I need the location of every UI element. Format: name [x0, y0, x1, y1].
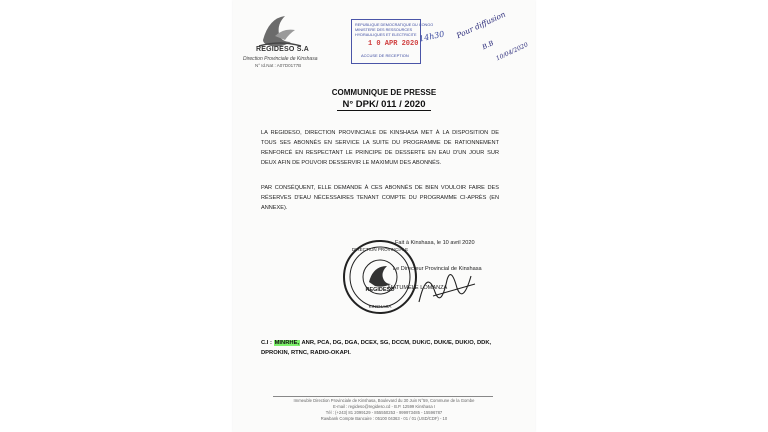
document-page — [233, 0, 535, 432]
org-id: N° Id.Nat : A07D0177B — [255, 63, 302, 68]
copies-label: C.I : — [261, 340, 272, 346]
copies-highlighted: MINRHE, — [274, 340, 300, 346]
number-underline — [337, 110, 431, 111]
place-date: Fait à Kinshasa, le 10 avril 2020 — [395, 240, 475, 246]
copies-rest: ANR, PCA, DG, DGA, DCEX, SG, DCCM, DUK/C, DUK/E, DUK/O, DDK, DPROKIN, RTNC, RADIO-OKAPI. — [261, 340, 492, 356]
official-seal-icon — [341, 238, 419, 316]
footer-line-2: E-mail : regideso@regideso.cd - B.P. 12599 Kinshasa I — [333, 404, 435, 409]
handwritten-note-1: Pour diffusion — [455, 9, 507, 41]
stamp-line-1: REPUBLIQUE DEMOCRATIQUE DU CONGO — [355, 23, 434, 27]
seal-center-text: REGIDESO — [365, 287, 395, 293]
stamp-line-3: HYDRAULIQUES ET ELECTRICITE — [355, 33, 417, 37]
org-name: REGIDESO S.A — [256, 46, 309, 53]
document-title: COMMUNIQUE DE PRESSE — [331, 88, 437, 97]
stamp-initials: 14h30 — [418, 29, 446, 44]
copies-list — [261, 338, 516, 358]
footer-line-3: Tél : (+243) 81 2099129 - 855550253 - 999973485 - 15596787 — [325, 410, 443, 415]
paragraph-1: LA REGIDESO, DIRECTION PROVINCIALE DE KINSHASA MET À LA DISPOSITION DE TOUS SES ABONNÉS EN SERVICE LA SUITE DU PROGRAMME DE RATIONNEMENT RENFORCÉ EN RESPECTANT LE PRINCIPE DE DESSERTE EN EAU D'UN JOUR SUR DEUX AFIN DE POUVOIR DESSERVIR LE MAXIMUM DES ABONNÉS. — [261, 130, 499, 166]
handwritten-note-3: 10/04/2020 — [495, 41, 530, 63]
stamp-line-4: ACCUSE DE RECEPTION — [361, 53, 409, 58]
footer-line-1: Immeuble Direction Provinciale de Kinshasa, Boulevard du 30 Juin N°59, Commune de la Gombe — [293, 398, 475, 403]
director-title: Le Directeur Provincial de Kinshasa — [393, 266, 482, 272]
footer-line-4: Rawbank Compte Bancaire : 05100 04363 - 01 / 01 (USD/CDF) - 10 — [320, 416, 448, 421]
org-subtitle: Direction Provinciale de Kinshasa — [243, 56, 318, 62]
regideso-logo-icon — [255, 10, 305, 50]
footer-divider — [273, 396, 493, 397]
stamp-date: 1 0 APR 2020 — [368, 40, 419, 48]
handwritten-note-2: B.B — [481, 39, 495, 52]
director-name: MATUMELE LOMANZA — [388, 285, 448, 291]
seal-outer-text: DIRECTION PROVINCIALE — [351, 247, 409, 252]
stamp-line-2: MINISTERE DES RESSOURCES — [355, 28, 413, 32]
seal-bottom-text: KINSHASA — [368, 304, 392, 309]
document-number: N° DPK/ 011 / 2020 — [342, 99, 426, 110]
paragraph-2: PAR CONSÉQUENT, ELLE DEMANDE À CES ABONNÉS DE BIEN VOULOIR FAIRE DES RÉSERVES D'EAU NÉCESSAIRES TENANT COMPTE DU PROGRAMME CI-APRÈS (EN ANNEXE). — [261, 185, 499, 211]
